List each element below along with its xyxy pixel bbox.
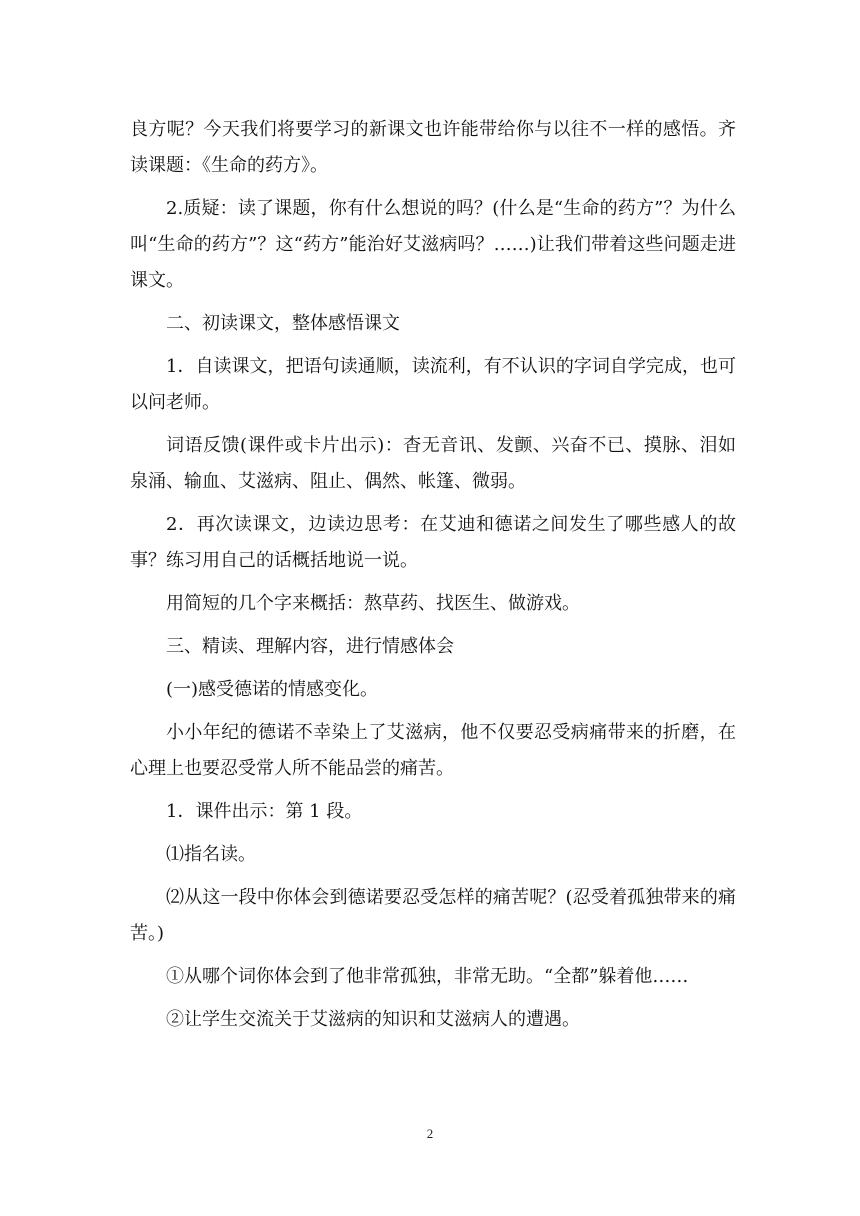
page-body — [130, 112, 736, 1045]
paragraph-point-1: ①从哪个词你体会到了他非常孤独，非常无助。“全都”躲着他…… — [166, 966, 689, 987]
paragraph-deno-intro: 小小年纪的德诺不幸染上了艾滋病，他不仅要忍受病痛带来的折磨，在心理上也要忍受常人所不能品尝的痛苦。 — [130, 722, 736, 779]
subsection-heading-1: (一)感受德诺的情感变化。 — [166, 679, 379, 700]
paragraph-point-2: ②让学生交流关于艾滋病的知识和艾滋病人的遭遇。 — [166, 1009, 580, 1030]
paragraph-question: 2.质疑：读了课题，你有什么想说的吗？(什么是“生命的药方”？为什么叫“生命的药方”？这“药方”能治好艾滋病吗？……)让我们带着这些问题走进课文。 — [130, 198, 736, 291]
paragraph-reread: 2．再次读课文，边读边思考：在艾迪和德诺之间发生了哪些感人的故事？练习用自己的话概括地说一说。 — [130, 514, 736, 571]
section-heading-3: 三、精读、理解内容，进行情感体会 — [166, 636, 454, 657]
paragraph-continuation: 良方呢？今天我们将要学习的新课文也许能带给你与以往不一样的感悟。齐读课题：《生命的药方》。 — [130, 119, 736, 176]
section-heading-2: 二、初读课文，整体感悟课文 — [166, 313, 400, 334]
paragraph-vocabulary: 词语反馈(课件或卡片出示)：杳无音讯、发颤、兴奋不已、摸脉、泪如泉涌、输血、艾滋病、阻止、偶然、帐篷、微弱。 — [130, 435, 736, 492]
paragraph-summary: 用简短的几个字来概括：熬草药、找医生、做游戏。 — [166, 593, 580, 614]
paragraph-courseware: 1．课件出示：第 1 段。 — [166, 801, 363, 822]
paragraph-item-2: ⑵从这一段中你体会到德诺要忍受怎样的痛苦呢？(忍受着孤独带来的痛苦。) — [130, 887, 736, 944]
paragraph-item-1: ⑴指名读。 — [166, 844, 256, 865]
paragraph-self-reading: 1．自读课文，把语句读通顺，读流利，有不认识的字词自学完成，也可以问老师。 — [130, 356, 736, 413]
page-number: 2 — [426, 1126, 434, 1141]
